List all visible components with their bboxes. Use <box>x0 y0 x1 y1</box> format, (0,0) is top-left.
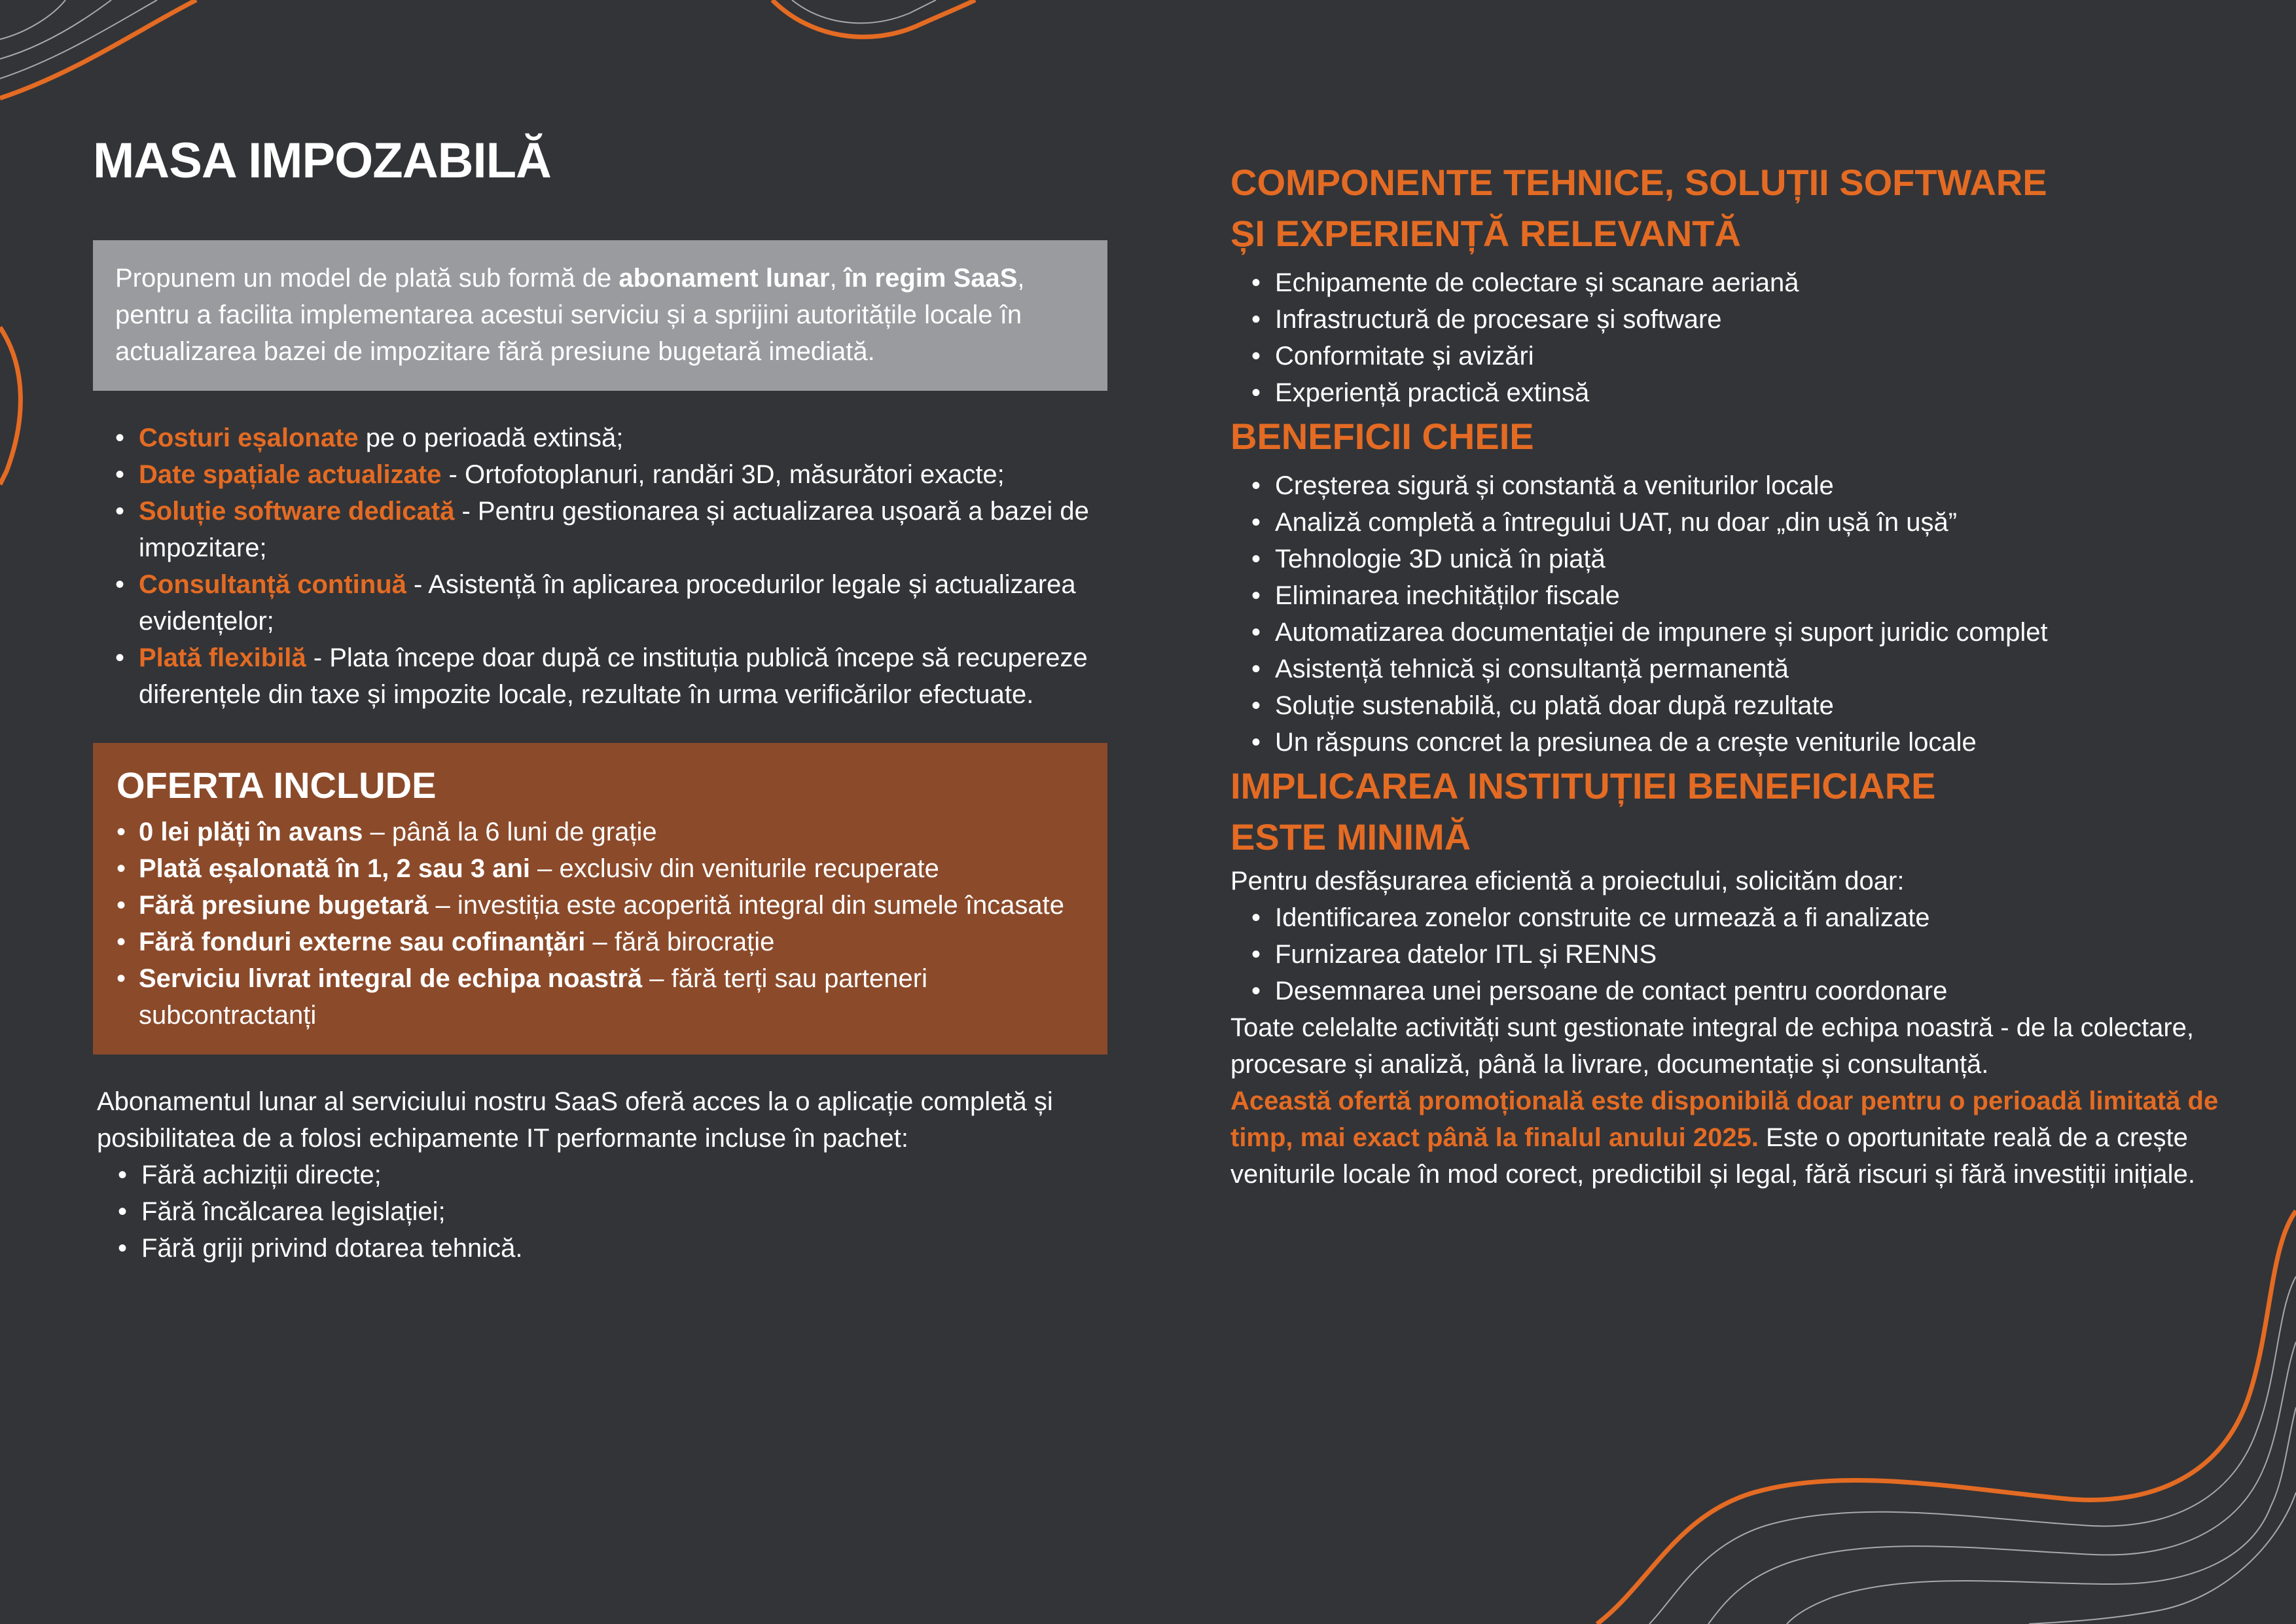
tech-list <box>1230 264 2225 411</box>
list-item: • Date spațiale actualizate - Ortofotoplanuri, randări 3D, măsurători exacte; <box>93 456 1107 493</box>
involvement-closing: Toate celelalte activități sunt gestionate integral de echipa noastră - de la colectare, procesare și analiză, până la livrare, documentație și consultanță. <box>1230 1013 2194 1079</box>
list-item: • Fără griji privind dotarea tehnică. <box>97 1230 1107 1267</box>
benefits-heading: BENEFICII CHEIE <box>1230 416 1534 457</box>
list-item: • Furnizarea datelor ITL și RENNS <box>1230 936 2225 973</box>
list-item: • Fără achiziții directe; <box>97 1157 1107 1193</box>
subscription-section <box>93 1083 1107 1267</box>
page-title: MASA IMPOZABILĂ <box>93 133 551 189</box>
list-item: • Fără fonduri externe sau cofinanțări – fără birocrație <box>117 924 1085 960</box>
promo-paragraph: Această ofertă promoțională este disponibilă doar pentru o perioadă limitată de timp, mai exact până la finalul anului 2025. Este o oportunitate reală de a crește veniturile locale în mod corect, predictibil și legal, fără riscuri și fără investiții inițiale. <box>1230 1087 2219 1189</box>
subscription-text: Abonamentul lunar al serviciului nostru SaaS oferă acces la o aplicație completă și posibilitatea de a folosi echipamente IT performante incluse în pachet: <box>97 1087 1053 1153</box>
list-item: • Soluție sustenabilă, cu plată doar după rezultate <box>1230 687 2225 724</box>
list-item: • Analiză completă a întregului UAT, nu doar „din ușă în ușă” <box>1230 504 2225 541</box>
offer-box <box>93 743 1107 1055</box>
list-item: • Plată eșalonată în 1, 2 sau 3 ani – exclusiv din veniturile recuperate <box>117 850 1085 887</box>
involvement-lead: Pentru desfășurarea eficientă a proiectului, solicităm doar: <box>1230 867 1905 895</box>
list-item: • Soluție software dedicată - Pentru gestionarea și actualizarea ușoară a bazei de impozitare; <box>93 493 1107 566</box>
involvement-list <box>1230 899 2225 1009</box>
list-item: • Un răspuns concret la presiunea de a crește veniturile locale <box>1230 724 2225 761</box>
list-item: • Infrastructură de procesare și software <box>1230 301 2225 338</box>
list-item: • Echipamente de colectare și scanare aeriană <box>1230 264 2225 301</box>
list-item: • Consultanță continuă - Asistență în aplicarea procedurilor legale și actualizarea evidențelor; <box>93 566 1107 640</box>
subscription-list <box>97 1157 1107 1267</box>
list-item: • Costuri eșalonate pe o perioadă extinsă; <box>93 420 1107 456</box>
list-item: • Automatizarea documentației de impunere și suport juridic complet <box>1230 614 2225 651</box>
list-item: • Creșterea sigură și constantă a veniturilor locale <box>1230 467 2225 504</box>
list-item: • Asistență tehnică și consultanță permanentă <box>1230 651 2225 687</box>
offer-title: OFERTA INCLUDE <box>117 765 437 806</box>
list-item: • Experiență practică extinsă <box>1230 374 2225 411</box>
list-item: • Fără încălcarea legislației; <box>97 1193 1107 1230</box>
involvement-heading: IMPLICAREA INSTITUȚIEI BENEFICIARE ESTE MINIMĂ <box>1230 765 1936 857</box>
left-column <box>93 131 1107 1267</box>
list-item: • Conformitate și avizări <box>1230 338 2225 374</box>
list-item: • Fără presiune bugetară – investiția este acoperită integral din sumele încasate <box>117 887 1085 924</box>
tech-heading: COMPONENTE TEHNICE, SOLUȚII SOFTWARE ȘI EXPERIENȚĂ RELEVANTĂ <box>1230 162 2047 254</box>
list-item: • Serviciu livrat integral de echipa noastră – fără terți sau parteneri subcontractanți <box>117 960 1085 1034</box>
list-item: • 0 lei plăți în avans – până la 6 luni de grație <box>117 814 1085 850</box>
features-list <box>93 420 1107 713</box>
list-item: • Desemnarea unei persoane de contact pentru coordonare <box>1230 973 2225 1009</box>
right-column <box>1230 157 2225 1193</box>
list-item: • Plată flexibilă - Plata începe doar după ce instituția publică începe să recupereze diferențele din taxe și impozite locale, rezultate în urma verificărilor efectuate. <box>93 640 1107 713</box>
benefits-list <box>1230 467 2225 761</box>
offer-list <box>117 814 1085 1034</box>
intro-box: Propunem un model de plată sub formă de abonament lunar, în regim SaaS, pentru a facilita implementarea acestui serviciu și a sprijini autoritățile locale în actualizarea bazei de impozitare fără presiune bugetară imediată. <box>93 240 1107 391</box>
list-item: • Tehnologie 3D unică în piață <box>1230 541 2225 577</box>
list-item: • Eliminarea inechităților fiscale <box>1230 577 2225 614</box>
list-item: • Identificarea zonelor construite ce urmează a fi analizate <box>1230 899 2225 936</box>
